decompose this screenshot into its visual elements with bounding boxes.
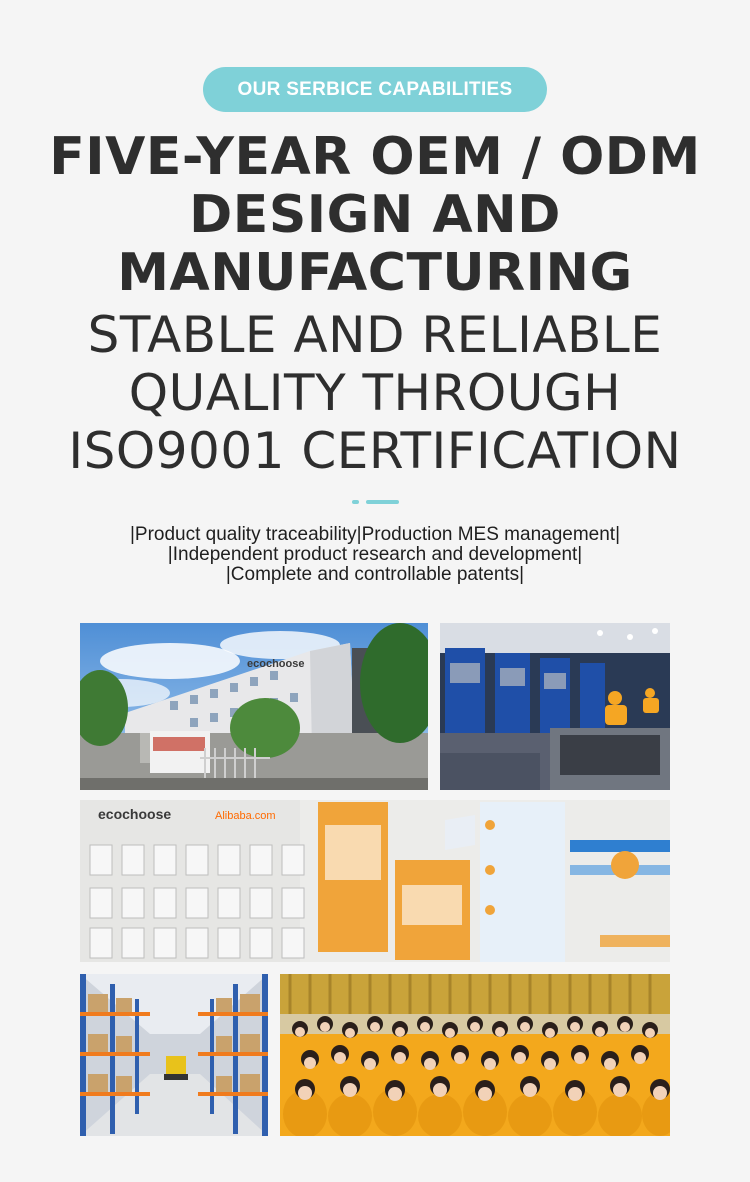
headline	[0, 128, 750, 302]
production-line-photo	[440, 623, 670, 790]
section-badge: OUR SERBICE CAPABILITIES	[203, 67, 547, 112]
office-certificate-wall-photo	[80, 800, 670, 962]
factory-building-photo	[80, 623, 428, 790]
subheadline-line: QUALITY THROUGH	[128, 364, 622, 422]
feature-item: |Product quality traceability|Production MES management|	[129, 524, 621, 545]
partner-logo: Alibaba.com	[215, 810, 276, 822]
office-brand-logo: ecochoose	[98, 806, 172, 822]
team-photo	[280, 974, 670, 1136]
subheadline	[0, 306, 750, 480]
headline-line: FIVE-YEAR OEM / ODM	[49, 127, 701, 187]
warehouse-photo	[80, 974, 268, 1136]
feature-list	[0, 525, 750, 585]
headline-line: MANUFACTURING	[117, 243, 633, 303]
divider-dot	[352, 500, 359, 504]
headline-line: DESIGN AND	[189, 185, 561, 245]
subheadline-line: STABLE AND RELIABLE	[87, 306, 663, 364]
feature-item: |Complete and controllable patents|	[225, 564, 525, 585]
divider-dash	[366, 500, 399, 504]
factory-brand-sign: ecochoose	[247, 658, 305, 670]
feature-item: |Independent product research and development|	[167, 544, 583, 565]
subheadline-line: ISO9001 CERTIFICATION	[68, 422, 682, 480]
